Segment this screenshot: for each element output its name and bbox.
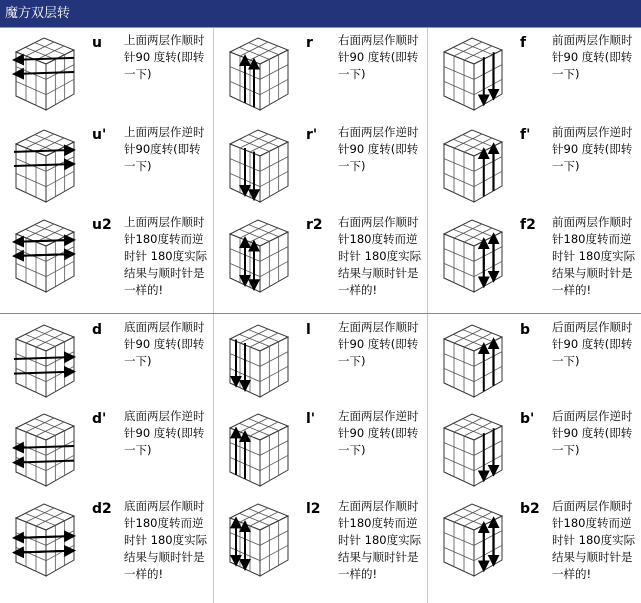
move-description: 后面两层作顺时针180度转而逆时针 180度实际结果与顺时针是一样的! bbox=[552, 499, 636, 581]
move-notation: u bbox=[92, 35, 102, 51]
notation-cell bbox=[214, 120, 427, 215]
cube-front-two-layers-counterclockwise-icon bbox=[436, 126, 511, 206]
move-description: 左面两层作逆时针90 度转(即转一下) bbox=[338, 409, 419, 457]
move-notation: l2 bbox=[306, 501, 321, 517]
move-notation: b2 bbox=[520, 501, 540, 517]
move-notation: b' bbox=[520, 411, 535, 427]
cube-bottom-two-layers-180-icon bbox=[8, 500, 83, 580]
cube-front-two-layers-clockwise-icon bbox=[436, 34, 511, 114]
move-notation: u' bbox=[92, 127, 107, 143]
move-notation: u2 bbox=[92, 217, 112, 233]
notation-cell bbox=[428, 494, 641, 589]
move-notation: f2 bbox=[520, 217, 536, 233]
move-notation: f' bbox=[520, 127, 531, 143]
cube-bottom-two-layers-clockwise-icon bbox=[8, 321, 83, 401]
move-description: 右面两层作逆时针90 度转(即转一下) bbox=[338, 125, 419, 173]
cube-left-two-layers-180-icon bbox=[222, 500, 297, 580]
move-description: 右面两层作顺时针180度转而逆时针 180度实际结果与顺时针是一样的! bbox=[338, 215, 422, 297]
notation-table bbox=[0, 27, 641, 603]
cube-upper-two-layers-counterclockwise-icon bbox=[8, 126, 83, 206]
move-description: 底面两层作逆时针90 度转(即转一下) bbox=[124, 409, 205, 457]
cube-left-two-layers-clockwise-icon bbox=[222, 321, 297, 401]
move-description: 前面两层作顺时针90 度转(即转一下) bbox=[552, 33, 633, 81]
section-divider bbox=[0, 313, 641, 314]
move-description: 底面两层作顺时针90 度转(即转一下) bbox=[124, 320, 205, 368]
notation-cell bbox=[0, 315, 213, 410]
move-description: 前面两层作顺时针180度转而逆时针 180度实际结果与顺时针是一样的! bbox=[552, 215, 636, 297]
notation-cell bbox=[0, 120, 213, 215]
move-description: 底面两层作顺时针180度转而逆时针 180度实际结果与顺时针是一样的! bbox=[124, 499, 208, 581]
notation-cell bbox=[428, 210, 641, 305]
notation-cell bbox=[0, 404, 213, 499]
move-notation: l' bbox=[306, 411, 316, 427]
notation-cell bbox=[0, 28, 213, 123]
cube-back-two-layers-clockwise-icon bbox=[436, 321, 511, 401]
move-description: 上面两层作顺时针180度转而逆时针 180度实际结果与顺时针是一样的! bbox=[124, 215, 208, 297]
move-notation: b bbox=[520, 322, 531, 338]
notation-cell bbox=[214, 315, 427, 410]
move-description: 左面两层作顺时针90 度转(即转一下) bbox=[338, 320, 419, 368]
cube-left-two-layers-counterclockwise-icon bbox=[222, 410, 297, 490]
notation-cell bbox=[214, 28, 427, 123]
notation-cell bbox=[214, 404, 427, 499]
move-notation: d bbox=[92, 322, 103, 338]
move-description: 上面两层作逆时针90度转(即转一下) bbox=[124, 125, 205, 173]
notation-cell bbox=[214, 210, 427, 305]
notation-cell bbox=[214, 494, 427, 589]
cube-bottom-two-layers-counterclockwise-icon bbox=[8, 410, 83, 490]
move-notation: f bbox=[520, 35, 527, 51]
notation-cell bbox=[0, 494, 213, 589]
notation-cell bbox=[0, 210, 213, 305]
move-notation: r' bbox=[306, 127, 318, 143]
move-notation: r bbox=[306, 35, 313, 51]
move-notation: d2 bbox=[92, 501, 112, 517]
cube-back-two-layers-180-icon bbox=[436, 500, 511, 580]
cube-back-two-layers-counterclockwise-icon bbox=[436, 410, 511, 490]
move-notation: d' bbox=[92, 411, 107, 427]
notation-cell bbox=[428, 120, 641, 215]
move-description: 前面两层作逆时针90 度转(即转一下) bbox=[552, 125, 633, 173]
cube-front-two-layers-180-icon bbox=[436, 216, 511, 296]
page-title: 魔方双层转 bbox=[0, 0, 641, 27]
move-notation: l bbox=[306, 322, 311, 338]
notation-cell bbox=[428, 315, 641, 410]
cube-upper-two-layers-180-icon bbox=[8, 216, 83, 296]
move-description: 右面两层作顺时针90 度转(即转一下) bbox=[338, 33, 419, 81]
notation-cell bbox=[428, 28, 641, 123]
move-description: 后面两层作逆时针90 度转(即转一下) bbox=[552, 409, 633, 457]
move-description: 左面两层作顺时针180度转而逆时针 180度实际结果与顺时针是一样的! bbox=[338, 499, 422, 581]
cube-upper-two-layers-clockwise-icon bbox=[8, 34, 83, 114]
notation-cell bbox=[428, 404, 641, 499]
cube-right-two-layers-180-icon bbox=[222, 216, 297, 296]
move-description: 上面两层作顺时针90 度转(即转一下) bbox=[124, 33, 205, 81]
cube-right-two-layers-clockwise-icon bbox=[222, 34, 297, 114]
move-notation: r2 bbox=[306, 217, 323, 233]
move-description: 后面两层作顺时针90 度转(即转一下) bbox=[552, 320, 633, 368]
cube-right-two-layers-counterclockwise-icon bbox=[222, 126, 297, 206]
